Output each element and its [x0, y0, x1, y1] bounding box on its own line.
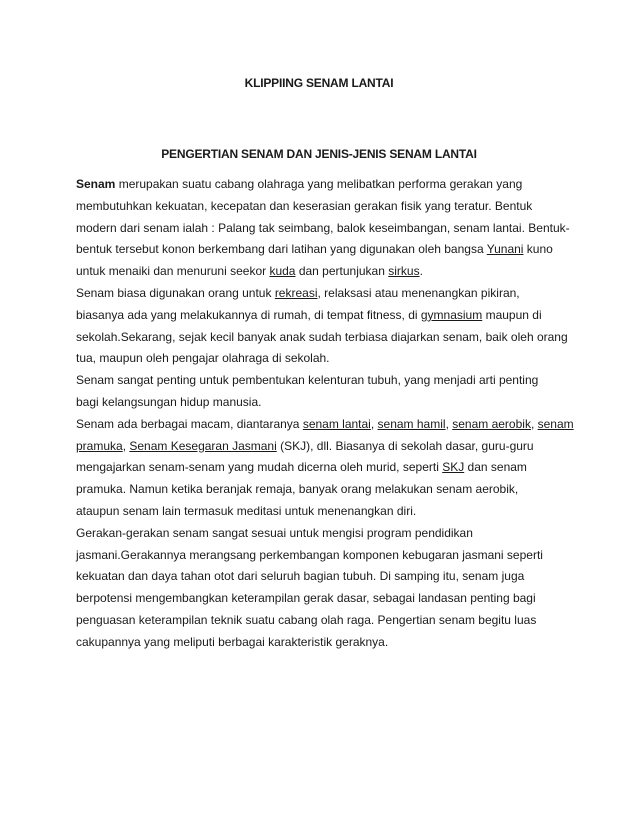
paragraph-line: jasmani.Gerakannya merangsang perkembangan komponen kebugaran jasmani seperti: [76, 547, 543, 562]
paragraph-line: ataupun senam lain termasuk meditasi untuk menenangkan diri.: [76, 503, 417, 518]
text-run: , relaksasi atau menenangkan pikiran,: [317, 285, 520, 300]
text-run: biasanya ada yang melakukannya di rumah, di tempat fitness, di: [76, 307, 421, 322]
paragraph-line: kekuatan dan daya tahan otot dari seluruh bagian tubuh. Di samping itu, senam juga: [76, 569, 525, 584]
paragraph-line: [76, 436, 576, 458]
text-run: merupakan suatu cabang olahraga yang melibatkan performa gerakan yang: [115, 177, 523, 191]
link-senam-aerobik[interactable]: senam aerobik: [452, 416, 531, 431]
text-run: maupun di: [482, 307, 542, 322]
paragraph-line: [76, 239, 576, 261]
paragraph-line: sekolah.Sekarang, sejak kecil banyak anak sudah terbiasa diajarkan senam, baik oleh orang: [76, 329, 568, 344]
text-run: ,: [122, 438, 130, 453]
link-sirkus[interactable]: sirkus: [388, 264, 420, 279]
link-senam-hamil[interactable]: senam hamil: [377, 416, 446, 431]
paragraph-line: [76, 414, 576, 436]
link-skj[interactable]: SKJ: [442, 460, 465, 475]
paragraph-line: [76, 305, 576, 327]
paragraph-line: tua, maupun oleh pengajar olahraga di sekolah.: [76, 351, 330, 366]
paragraph-line: Gerakan-gerakan senam sangat sesuai untuk mengisi program pendidikan: [76, 525, 473, 540]
paragraph-line: bagi kelangsungan hidup manusia.: [76, 394, 262, 409]
text-run: ,: [530, 416, 538, 431]
paragraph-line: modern dari senam ialah : Palang tak seimbang, balok keseimbangan, senam lantai. Bentuk-: [76, 220, 570, 235]
text-run: dan pertunjukan: [295, 264, 389, 279]
paragraph-line: pramuka. Namun ketika beranjak remaja, banyak orang melakukan senam aerobik,: [76, 482, 519, 497]
paragraph-line: membutuhkan kekuatan, kecepatan dan keserasian gerakan fisik yang teratur. Bentuk: [76, 198, 533, 213]
paragraph-line: cakupannya yang meliputi berbagai karakteristik geraknya.: [76, 634, 389, 649]
link-gymnasium[interactable]: gymnasium: [420, 307, 483, 322]
paragraph-line: [76, 457, 576, 479]
section-heading: PENGERTIAN SENAM DAN JENIS-JENIS SENAM LANTAI: [161, 147, 477, 161]
text-run: kuno: [523, 242, 553, 257]
link-kuda[interactable]: kuda: [269, 264, 296, 279]
lead-term: Senam: [76, 177, 116, 191]
link-senam-kesegaran-jasmani[interactable]: Senam Kesegaran Jasmani: [129, 438, 277, 453]
link-senam-lantai[interactable]: senam lantai: [302, 416, 371, 431]
text-run: bentuk tersebut konon berkembang dari latihan yang digunakan oleh bangsa: [76, 242, 487, 257]
text-run: (SKJ), dll. Biasanya di sekolah dasar, guru-guru: [276, 438, 534, 453]
link-senam-pramuka[interactable]: pramuka: [76, 438, 123, 453]
text-run: ,: [370, 416, 378, 431]
link-rekreasi[interactable]: rekreasi: [274, 285, 318, 300]
paragraph-line: penguasan keterampilan teknik suatu cabang olah raga. Pengertian senam begitu luas: [76, 612, 537, 627]
text-run: Senam ada berbagai macam, diantaranya: [76, 416, 303, 431]
paragraph-line: [76, 283, 576, 305]
link-senam-pramuka[interactable]: senam: [537, 416, 574, 431]
body-text: [76, 174, 576, 654]
text-run: dan senam: [464, 460, 527, 475]
text-run: .: [419, 264, 423, 279]
paragraph-line: [76, 174, 576, 196]
text-run: untuk menaiki dan menuruni seekor: [76, 264, 270, 279]
text-run: mengajarkan senam-senam yang mudah dicerna oleh murid, seperti: [76, 460, 443, 475]
link-yunani[interactable]: Yunani: [486, 242, 524, 257]
text-run: Senam biasa digunakan orang untuk: [76, 285, 275, 300]
text-run: ,: [445, 416, 453, 431]
paragraph-line: Senam sangat penting untuk pembentukan kelenturan tubuh, yang menjadi arti penting: [76, 373, 539, 388]
document-title: KLIPPIING SENAM LANTAI: [244, 76, 394, 90]
paragraph-line: [76, 261, 576, 283]
paragraph-line: berpotensi mengembangkan keterampilan gerak dasar, sebagai landasan penting bagi: [76, 591, 536, 606]
